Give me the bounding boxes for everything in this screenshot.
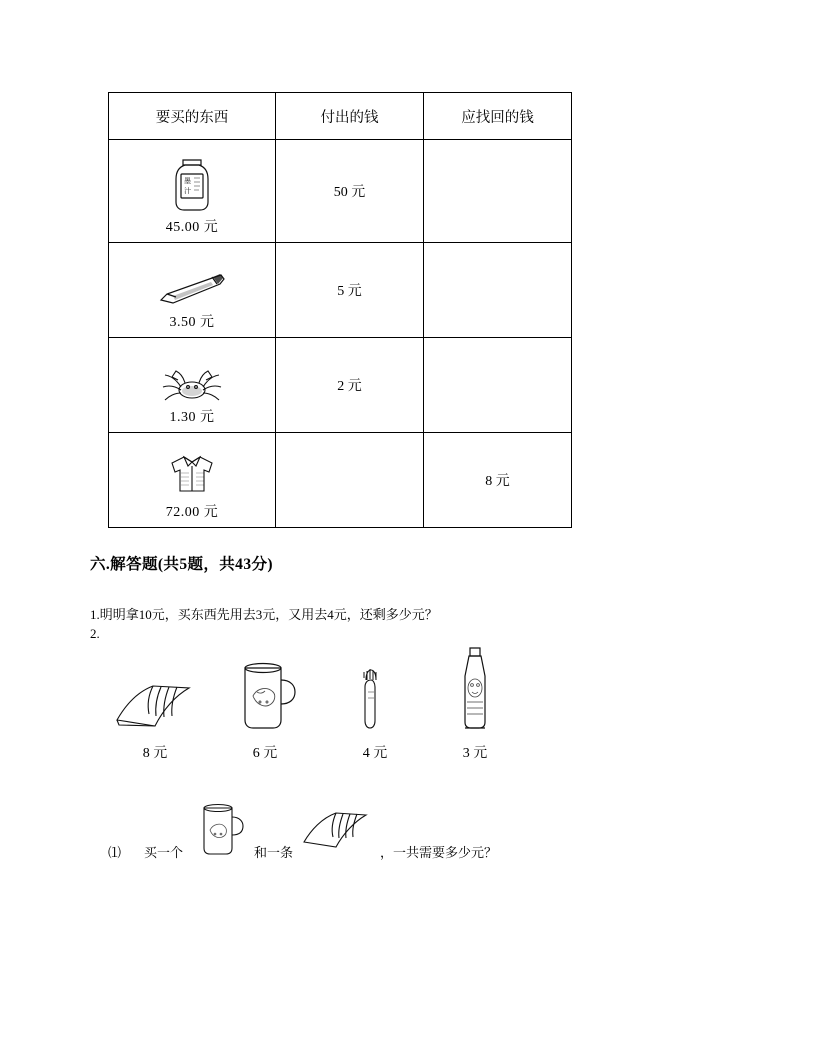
column-header-change: 应找回的钱 <box>424 93 572 140</box>
item-price: 72.00 元 <box>165 505 219 520</box>
question-2-item-row <box>100 648 520 773</box>
paid-cell: 5 元 <box>276 243 424 338</box>
table-row <box>109 338 572 433</box>
item-cell <box>109 433 276 528</box>
sub-question-text-2: 和一条 <box>254 845 294 860</box>
svg-text:汁: 汁 <box>184 187 191 195</box>
item-price: 6 元 <box>252 746 278 761</box>
change-cell: 8 元 <box>424 433 572 528</box>
shirt-icon <box>163 451 221 499</box>
paid-cell <box>276 433 424 528</box>
priced-item <box>420 648 530 762</box>
item-cell <box>109 140 276 243</box>
item-price: 8 元 <box>142 746 168 761</box>
item-price: 45.00 元 <box>165 220 219 235</box>
change-cell <box>424 338 572 433</box>
column-header-paid: 付出的钱 <box>276 93 424 140</box>
paid-cell: 50 元 <box>276 140 424 243</box>
table-row <box>109 243 572 338</box>
item-cell <box>109 243 276 338</box>
towel-icon <box>109 676 201 738</box>
change-cell <box>424 140 572 243</box>
question-2-number: 2. <box>90 626 100 641</box>
question-1-text: 1.明明拿10元，买东西先用去3元，又用去4元，还剩多少元？ <box>90 607 438 622</box>
pen-icon <box>149 269 235 309</box>
item-cell <box>109 338 276 433</box>
crab-icon <box>157 360 227 404</box>
mug-icon <box>192 800 248 860</box>
money-change-table <box>108 92 572 528</box>
mug-icon <box>229 658 301 738</box>
priced-item <box>210 648 320 762</box>
svg-text:墨: 墨 <box>184 177 191 185</box>
sub-question-label: ⑴ <box>108 845 122 860</box>
item-price: 4 元 <box>362 746 388 761</box>
table-row <box>109 433 572 528</box>
change-cell <box>424 243 572 338</box>
item-price: 3 元 <box>462 746 488 761</box>
table-row <box>109 140 572 243</box>
ink-bottle-icon <box>163 152 221 214</box>
column-header-item: 要买的东西 <box>109 93 276 140</box>
table-header-row <box>109 93 572 140</box>
sub-question-text-1: 买一个 <box>144 845 184 860</box>
item-price: 3.50 元 <box>169 315 215 330</box>
paid-cell: 2 元 <box>276 338 424 433</box>
toothbrush-icon <box>347 658 403 738</box>
question-2-sub-1 <box>108 800 728 870</box>
towel-icon <box>298 804 374 856</box>
priced-item <box>320 648 430 762</box>
sub-question-text-3: ，一共需要多少元？ <box>380 845 498 860</box>
toothpaste-icon <box>446 644 504 738</box>
priced-item <box>100 648 210 762</box>
item-price: 1.30 元 <box>169 410 215 425</box>
section-title: 六.解答题(共5题，共43分) <box>90 556 273 573</box>
